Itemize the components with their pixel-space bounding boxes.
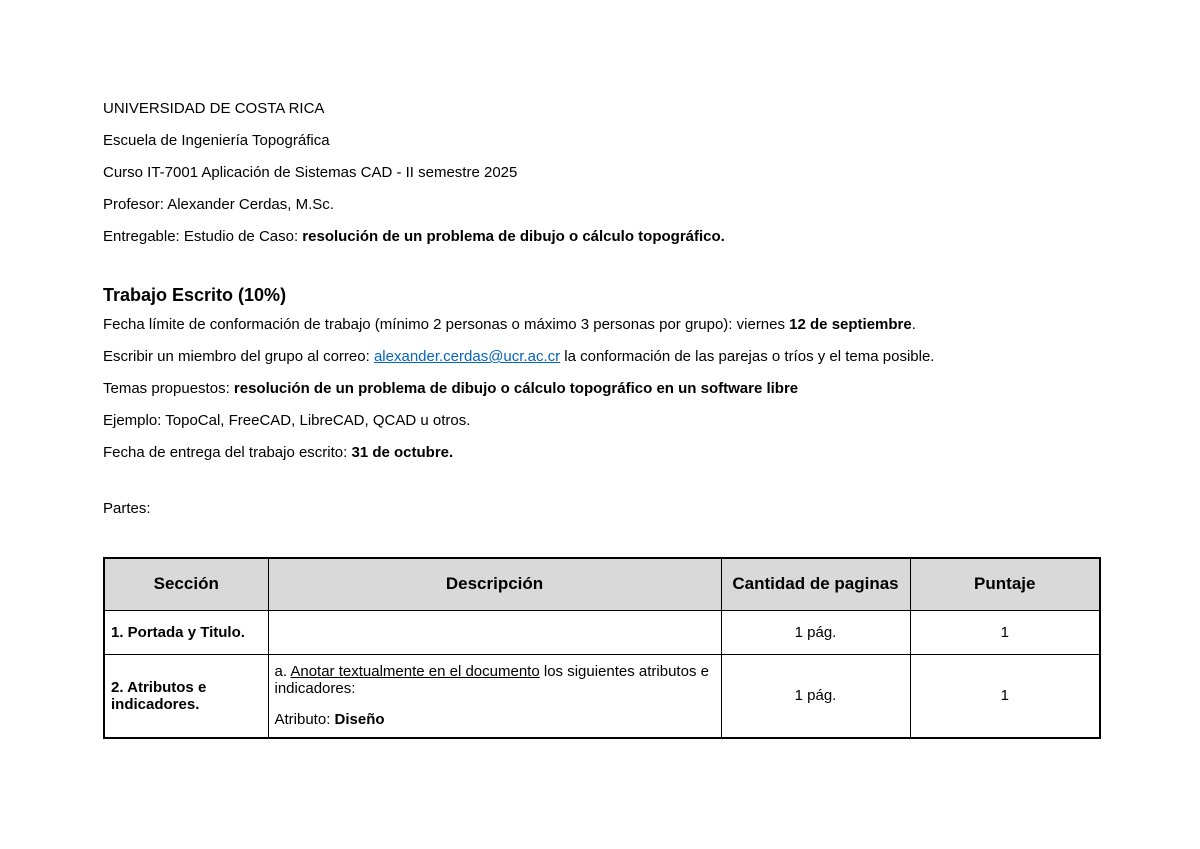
attribute-value: Diseño (334, 711, 385, 729)
email-line (103, 348, 1103, 380)
delivery-label: Fecha de entrega del trabajo escrito: (103, 444, 352, 461)
professor-line: Profesor: Alexander Cerdas, M.Sc. (103, 196, 334, 213)
row-score: 1 (910, 654, 1100, 738)
row-description (268, 654, 721, 738)
deliverable-label: Entregable: Estudio de Caso: (103, 228, 303, 245)
parts-label: Partes: (103, 500, 151, 517)
email-prefix: Escribir un miembro del grupo al correo: (103, 348, 374, 365)
university-line: UNIVERSIDAD DE COSTA RICA (103, 100, 325, 117)
row-pages: 1 pág. (721, 654, 910, 738)
deadline-group-value: 12 de septiembre (789, 316, 912, 333)
header-pages: Cantidad de paginas (721, 558, 910, 610)
document-page (103, 100, 1103, 532)
email-suffix: la conformación de las parejas o tríos y el tema posible. (560, 348, 935, 365)
description-underlined: Anotar textualmente en el documento (290, 663, 540, 681)
description-prefix: a. (274, 663, 291, 681)
delivery-line (103, 444, 1103, 476)
topics-value: resolución de un problema de dibujo o cálculo topográfico en un software libre (233, 380, 799, 397)
course-line: Curso IT-7001 Aplicación de Sistemas CAD - II semestre 2025 (103, 164, 518, 181)
description-text (275, 663, 715, 697)
row-section: 1. Portada y Titulo. (104, 610, 268, 654)
header-section: Sección (104, 558, 268, 610)
table-row (104, 610, 1100, 654)
deadline-group-suffix: . (911, 316, 916, 333)
description-rest: los siguientes atributos e indicadores: (274, 663, 709, 698)
header-description: Descripción (268, 558, 721, 610)
table-row (104, 654, 1100, 738)
spacer (103, 260, 1103, 284)
attribute-line (275, 711, 715, 728)
attribute-label: Atributo: (274, 711, 335, 729)
topics-line (103, 380, 1103, 412)
deliverable-value: resolución de un problema de dibujo o cálculo topográfico. (302, 228, 725, 245)
example-line: Ejemplo: TopoCal, FreeCAD, LibreCAD, QCAD u otros. (103, 412, 471, 429)
deadline-group-label: Fecha límite de conformación de trabajo (mínimo 2 personas o máximo 3 personas por grupo): viernes (103, 316, 790, 333)
deliverable-line (103, 228, 1103, 260)
deadline-group-line (103, 316, 1103, 348)
spacer (103, 476, 1103, 500)
row-score: 1 (910, 610, 1100, 654)
row-description (268, 610, 721, 654)
topics-label: Temas propuestos: (103, 380, 234, 397)
parts-table (103, 557, 1101, 739)
description-gap (275, 697, 715, 711)
row-pages: 1 pág. (721, 610, 910, 654)
delivery-value: 31 de octubre. (351, 444, 454, 461)
row-section: 2. Atributos e indicadores. (104, 654, 268, 738)
email-link[interactable]: alexander.cerdas@ucr.ac.cr (373, 348, 561, 365)
school-line: Escuela de Ingeniería Topográfica (103, 132, 330, 149)
table-header-row (104, 558, 1100, 610)
header-score: Puntaje (910, 558, 1100, 610)
section-title: Trabajo Escrito (10%) (103, 285, 287, 305)
